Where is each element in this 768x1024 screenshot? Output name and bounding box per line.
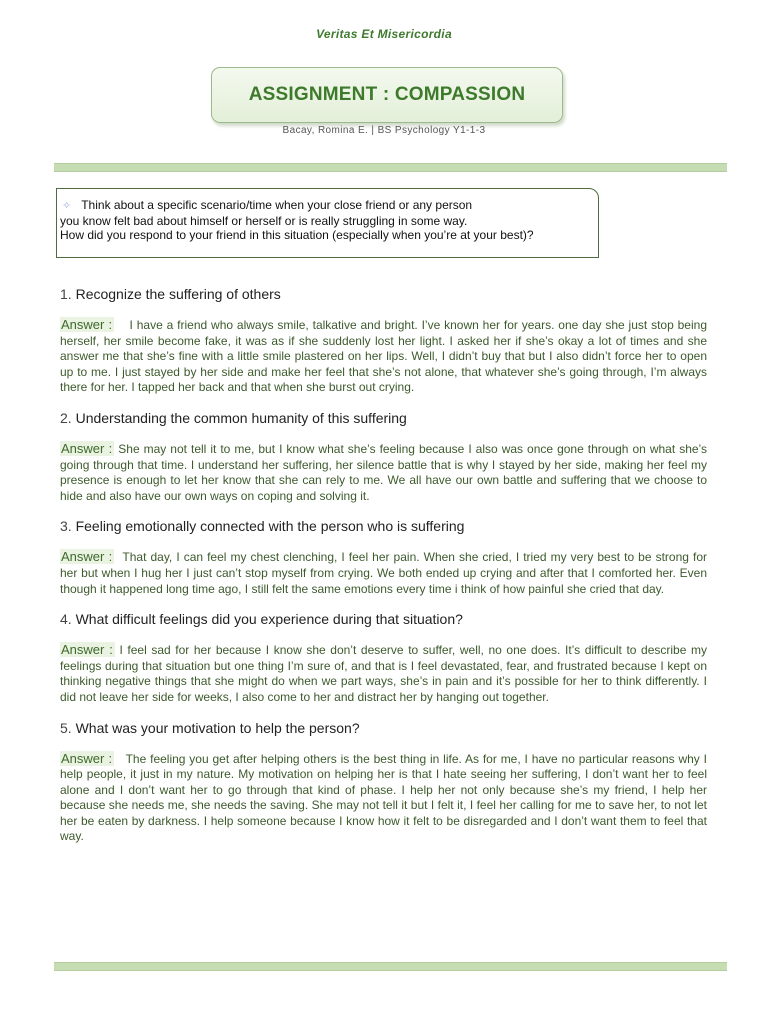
prompt-line-1-text: Think about a specific scenario/time when your close friend or any person — [81, 198, 473, 212]
title-box — [211, 67, 563, 123]
question-text: What was your motivation to help the person? — [75, 719, 360, 736]
prompt-line-1 — [60, 198, 598, 214]
question-5 — [60, 720, 707, 737]
answer-1 — [60, 317, 707, 396]
header-motto: Veritas Et Misericordia — [316, 27, 452, 41]
question-text: What difficult feelings did you experience during that situation? — [75, 611, 463, 628]
author-line: Bacay, Romina E. | BS Psychology Y1-1-3 — [282, 125, 486, 136]
question-4 — [60, 611, 707, 628]
answer-text: That day, I can feel my chest clenching, I feel her pain. When she cried, I tried my very best to be strong for her but when I hug her I just can’t stop myself from crying. We both ended up crying and after that I comforted her. Even though it happened long time ago, I still felt the same emotions every time i think of how painful she cried that day. — [60, 550, 707, 596]
question-3 — [60, 518, 707, 535]
question-2 — [60, 410, 707, 427]
question-number: 5. — [60, 719, 72, 736]
question-number: 2. — [60, 409, 72, 426]
top-divider — [54, 163, 727, 172]
question-number: 4. — [60, 611, 72, 628]
question-1 — [60, 286, 707, 303]
prompt-line-2: you know felt bad about himself or herself or is really struggling in some way. — [60, 213, 468, 228]
diamond-bullet-icon: ✧ — [62, 200, 72, 212]
answer-text: The feeling you get after helping others is the best thing in life. As for me, I have no particular reasons why I help people, it just in my nature. My motivation on helping her is that I hate seeing her suffering, I don’t want her to feel alone and I don’t want her to go through that kind of phase. I help her not only because she’s my friend, I help her because she needs me, she needs the saving. She may not tell it but I felt it, I feel her calling for me to save her, to not let her be eaten by darkness. I help someone because I know how it felt to be disregarded and I don’t want them to feel that way. — [60, 751, 707, 844]
question-text: Feeling emotionally connected with the person who is suffering — [75, 518, 465, 535]
questions-section — [60, 286, 707, 859]
answer-label: Answer : — [61, 549, 113, 565]
answer-text: I feel sad for her because I know she don’t deserve to suffer, well, no one does. It’s difficult to describe my feelings during that situation but one thing I’m sure of, and that is I feel devastated, fear, and frustrated because I kept on thinking negative things that she might do when we part ways, she’s in pain and it’s possible for her to think differently. I did not leave her side for weeks, I also come to her and distract her by hanging out together. — [60, 643, 707, 704]
answer-5 — [60, 751, 707, 846]
question-number: 1. — [60, 286, 72, 302]
question-number: 3. — [60, 518, 72, 535]
prompt-line-3: How did you respond to your friend in this situation (especially when you’re at your best)? — [60, 228, 534, 242]
page-title: ASSIGNMENT : COMPASSION — [248, 84, 526, 105]
answer-label: Answer : — [61, 750, 113, 766]
answer-2 — [60, 441, 707, 504]
answer-label: Answer : — [61, 642, 113, 658]
answer-label: Answer : — [61, 317, 113, 332]
answer-text: She may not tell it to me, but I know what she’s feeling because I also was once gone through on what she’s going through that time. I understand her suffering, her silence battle that is why I stayed by her side, making her feel my presence is enough to let her know that she can rely to me. We all have our own battle and suffering that we choose to hide and also have our own ways on coping and solving it. — [60, 441, 707, 503]
answer-text: I have a friend who always smile, talkative and bright. I’ve known her for years. one day she just stop being herself, her smile become fake, it was as if she suddenly lost her light. I asked her if she’s okay a lot of times and she answer me that she’s fine with a little smile plastered on her lips. Well, I didn’t buy that but I also didn’t force her to open up to me. I just stayed by her side and make her feel that she’s not alone, that whatever she’s going through, I’m always there for her. I tapped her back and that when she burst out crying. — [60, 318, 707, 395]
answer-4 — [60, 642, 707, 705]
prompt-box — [56, 188, 599, 258]
answer-label: Answer : — [61, 440, 113, 456]
bottom-divider — [54, 962, 727, 971]
question-text: Understanding the common humanity of this suffering — [75, 409, 407, 426]
answer-3 — [60, 549, 707, 597]
question-text: Recognize the suffering of others — [75, 286, 281, 302]
